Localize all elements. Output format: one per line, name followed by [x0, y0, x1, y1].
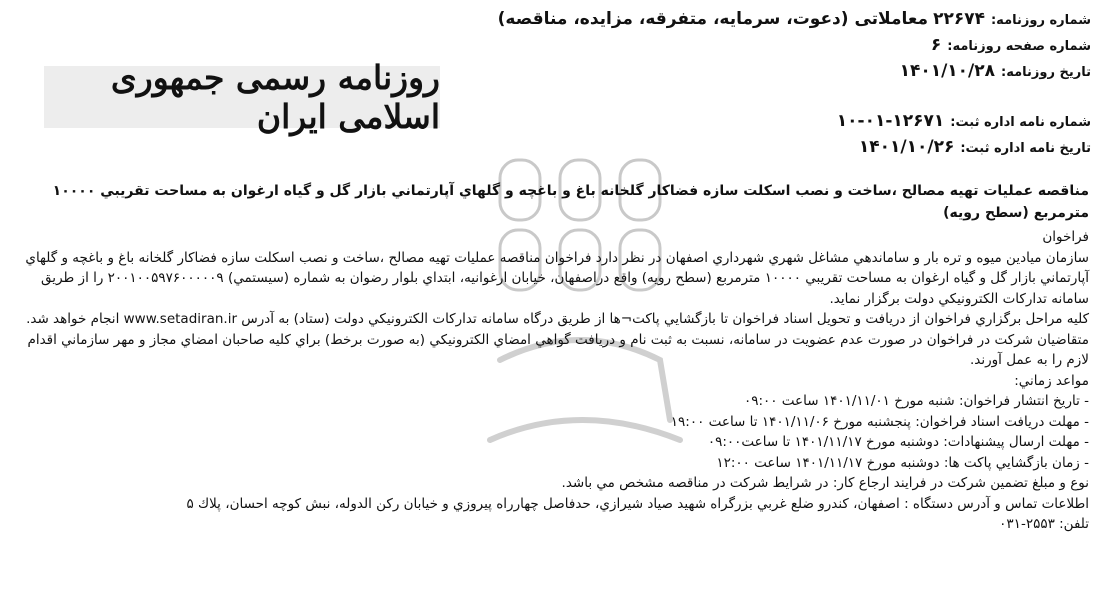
notice-title: مناقصه عمليات تهيه مصالح ،ساخت و نصب اسكلت سازه فضاكار گلخانه باغ و باغچه و گلهاي آپارتماني بازار گل و گياه ارغوان به مساحت تقريبي ۱۰۰۰۰ مترمربع (سطح رويه): [52, 183, 1089, 221]
notice-paragraph-1: سازمان ميادين ميوه و تره بار و ساماندهي مشاغل شهري شهرداري اصفهان در نظر دارد فراخوان مناقصه عمليات تهيه مصالح ،ساخت و نصب اسكلت سازه فضاكار گلخانه باغ و باغچه و گلهاي آپارتماني بازار گل و گياه ارغوان به مساحت تقريبي ۱۰۰۰۰ مترمربع (سطح رويه) واقع دراصفهان، خيابان ارغوانيه، ابتداي بلوار رضوان به شماره (سيستمي) ۲۰۰۱۰۰۵۹۷۶۰۰۰۰۰۹ را از طريق سامانه تداركات الكترونيكي دولت برگزار نمايد.: [25, 249, 1089, 307]
page-number-value: ۶: [930, 35, 942, 55]
schedule-item: - مهلت ارسال پيشنهادات: دوشنبه مورخ ۱۴۰۱/۱۱/۱۷ تا ساعت۰۹:۰۰: [707, 434, 1089, 450]
notice-paragraph-2-end: انجام خواهد شد.: [26, 311, 120, 327]
page-number-line: [11, 32, 1091, 58]
newspaper-date-value: ۱۴۰۱/۱۰/۲۸: [899, 61, 996, 81]
call-label: فراخوان: [1042, 229, 1089, 245]
contact-address: اطلاعات تماس و آدرس دستگاه : اصفهان، كندرو ضلع غربي بزرگراه شهيد صياد شيرازي، حدفاصل چهارراه پيروزي و خيابان ركن الدوله، نبش كوچه احسان، پلاك ۵: [186, 495, 1089, 512]
schedule-item: - تاريخ انتشار فراخوان: شنبه مورخ ۱۴۰۱/۱۱/۰۱ ساعت ۰۹:۰۰: [743, 393, 1089, 409]
contact-phone: تلفن: ۲۵۵۳-۰۳۱: [999, 516, 1089, 532]
logo-text: روزنامه رسمی جمهوری اسلامی ایران: [110, 58, 440, 136]
newspaper-number-label: شماره روزنامه:: [990, 13, 1091, 28]
registration-letter-date-value: ۱۴۰۱/۱۰/۲۶: [858, 137, 955, 157]
newspaper-number-value: ۲۲۶۷۴: [933, 9, 985, 29]
registration-letter-date-label: تاریخ نامه اداره ثبت:: [960, 141, 1091, 156]
newspaper-date-label: تاریخ روزنامه:: [1001, 65, 1091, 80]
notice-paragraph-3: متقاضيان شركت در فراخوان در صورت عدم عضويت در سامانه، نسبت به ثبت نام و دريافت گواهي امضاي الكترونيكي (به صورت برخط) براي كليه صاحبان امضاي مجاز و مهر سازماني اقدام لازم را به عمل آورند.: [27, 331, 1089, 368]
schedule-label: مواعد زماني:: [1014, 372, 1089, 389]
registration-info: [837, 108, 1091, 160]
registration-letter-number-value: ۱۲۶۷۱-۰۱-۱۰: [836, 111, 945, 131]
notice-paragraph-2: [11, 309, 1089, 330]
setad-url: www.setadiran.ir: [123, 311, 237, 327]
schedule-item: - مهلت دريافت اسناد فراخوان: پنجشنبه مورخ ۱۴۰۱/۱۱/۰۶ تا ساعت ۱۹:۰۰: [670, 413, 1089, 430]
notice-body: [11, 180, 1089, 535]
registration-letter-date-line: [837, 134, 1091, 160]
newspaper-number-line: [11, 6, 1091, 32]
schedule-item: - زمان بازگشايي پاكت ها: دوشنبه مورخ ۱۴۰۱/۱۱/۱۷ ساعت ۱۲:۰۰: [716, 454, 1089, 471]
official-gazette-logo: [44, 58, 440, 136]
page-number-label: شماره صفحه روزنامه:: [947, 39, 1091, 54]
newspaper-category-title: معاملاتی (دعوت، سرمایه، متفرقه، مزایده، مناقصه): [497, 9, 928, 29]
registration-letter-number-label: شماره نامه اداره ثبت:: [950, 115, 1091, 130]
notice-paragraph-2-text: كليه مراحل برگزاري فراخوان از دريافت و تحويل اسناد فراخوان تا بازگشايي پاكت¬ها از طريق درگاه سامانه تداركات الكترونيكي دولت (ستاد) به آدرس: [241, 311, 1089, 327]
guarantee-text: نوع و مبلغ تضمين شركت در فرايند ارجاع كار: در شرايط شركت در مناقصه مشخص مي باشد.: [561, 475, 1089, 491]
registration-letter-number-line: [837, 108, 1091, 134]
